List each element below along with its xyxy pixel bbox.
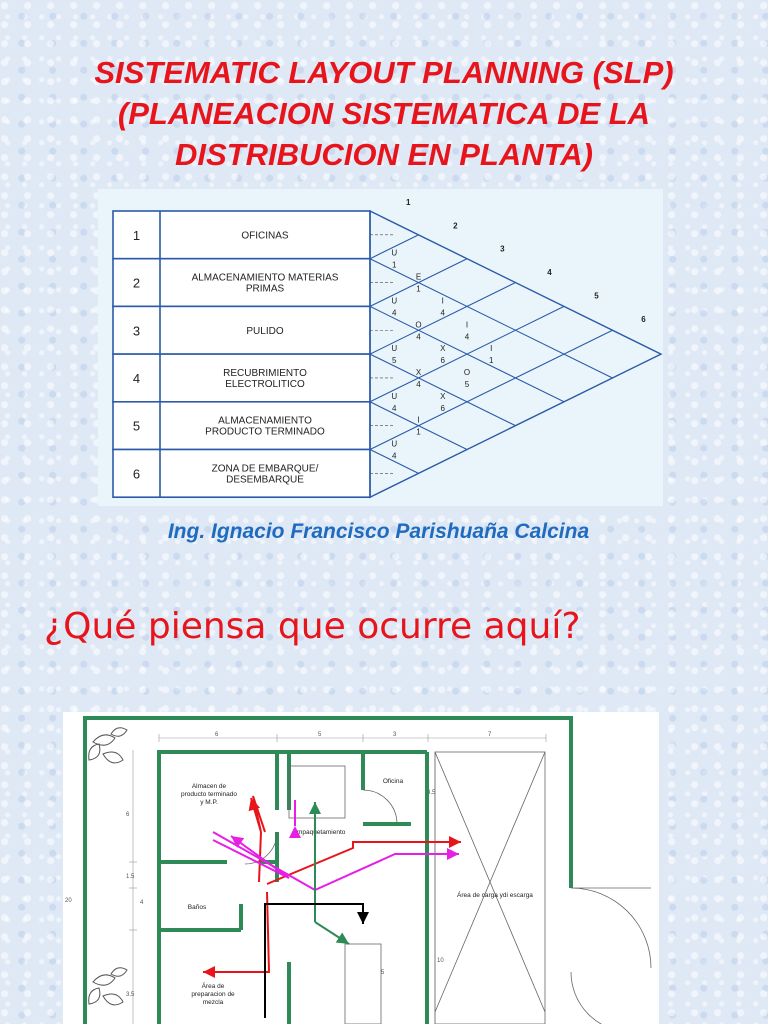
dim-left-2: 1.5 bbox=[126, 874, 135, 880]
title-line-3: DISTRIBUCION EN PLANTA) bbox=[175, 137, 593, 172]
room-carga: Área de carga ydi escarga bbox=[457, 892, 533, 899]
matrix-row-label: ALMACENAMIENTO MATERIAS bbox=[191, 272, 339, 284]
room-almacen-line-2: producto terminado bbox=[180, 791, 238, 798]
dim-left-3: 4 bbox=[140, 900, 144, 906]
matrix-row-number: 2 bbox=[132, 275, 141, 291]
relation-code: X bbox=[440, 391, 446, 401]
matrix-row-number: 4 bbox=[132, 370, 141, 386]
matrix-column-number: 4 bbox=[547, 268, 552, 278]
relation-reason: 5 bbox=[464, 379, 470, 389]
room-almacen-line-3: y M.P. bbox=[200, 799, 218, 806]
relation-code: O bbox=[415, 320, 422, 330]
relation-reason: 4 bbox=[416, 379, 421, 389]
flow-magenta-arrow bbox=[213, 832, 459, 890]
matrix-row-label: OFICINAS bbox=[241, 230, 289, 242]
dim-right-2: 10 bbox=[437, 958, 444, 964]
relation-code: I bbox=[417, 415, 420, 425]
room-oficina: Oficina bbox=[382, 778, 404, 785]
relation-reason: 1 bbox=[416, 284, 421, 294]
room-mezcla-line-1: Área de bbox=[201, 983, 225, 990]
relationship-matrix bbox=[98, 189, 663, 506]
relation-code: X bbox=[415, 367, 422, 377]
matrix-row-number: 6 bbox=[132, 466, 141, 482]
title-line-2: (PLANEACION SISTEMATICA DE LA bbox=[117, 96, 651, 131]
relation-reason: 1 bbox=[416, 427, 421, 437]
relation-reason: 4 bbox=[416, 332, 421, 342]
relation-reason: 4 bbox=[392, 451, 397, 461]
matrix-row-label: DESEMBARQUE bbox=[226, 474, 304, 486]
slide-title bbox=[0, 52, 768, 175]
dim-top-1: 6 bbox=[215, 732, 219, 738]
relationship-triangle bbox=[370, 211, 661, 497]
room-mezcla-line-3: mezcla bbox=[202, 999, 224, 1006]
author-name: Ing. Ignacio Francisco Parishuaña Calcina bbox=[167, 520, 590, 543]
floor-plan bbox=[63, 712, 659, 1024]
relation-reason: 5 bbox=[392, 356, 397, 366]
relation-code: I bbox=[441, 296, 444, 306]
matrix-column-number: 6 bbox=[641, 314, 646, 324]
floor-plan-drawing bbox=[63, 712, 659, 1024]
relation-reason: 1 bbox=[392, 260, 397, 270]
matrix-row-label: ALMACENAMIENTO bbox=[218, 415, 312, 427]
matrix-column-number: 3 bbox=[500, 244, 505, 254]
matrix-row-label: RECUBRIMIENTO bbox=[223, 367, 307, 379]
matrix-column-number: 2 bbox=[453, 221, 458, 231]
relation-reason: 4 bbox=[392, 403, 397, 413]
plant-icon bbox=[89, 968, 127, 1005]
relation-code: U bbox=[391, 439, 398, 449]
relation-code: U bbox=[391, 344, 398, 354]
relationship-matrix-drawing bbox=[98, 189, 663, 506]
matrix-row-label: ZONA DE EMBARQUE/ bbox=[211, 463, 319, 475]
relation-reason: 4 bbox=[440, 308, 445, 318]
flow-red-arrow bbox=[267, 842, 461, 884]
dim-left-4: 3.5 bbox=[126, 992, 135, 998]
room-banos: Baños bbox=[187, 904, 207, 911]
relation-code: X bbox=[440, 344, 446, 354]
relation-code: I bbox=[465, 320, 469, 330]
question-text: ¿Qué piensa que ocurre aquí? bbox=[44, 606, 581, 647]
room-almacen-line-1: Almacen de bbox=[191, 783, 227, 790]
room-mezcla-line-2: preparacion de bbox=[191, 991, 235, 998]
matrix-row-label: PRIMAS bbox=[245, 283, 285, 295]
relation-code: E bbox=[415, 272, 422, 282]
dim-right-1: 3.5 bbox=[427, 790, 436, 796]
room-empaquetamiento: Empaquetamiento bbox=[292, 829, 346, 836]
relation-reason: 4 bbox=[392, 308, 397, 318]
matrix-row-number: 3 bbox=[132, 323, 141, 339]
matrix-row-label: ELECTROLITICO bbox=[225, 378, 305, 390]
relation-reason: 1 bbox=[489, 356, 494, 366]
relation-reason: 6 bbox=[440, 356, 445, 366]
flow-red-arrow bbox=[251, 796, 265, 832]
thin-partitions bbox=[245, 752, 651, 1024]
matrix-row-label: PULIDO bbox=[246, 325, 284, 337]
relation-reason: 4 bbox=[464, 332, 470, 342]
dim-top-2: 5 bbox=[318, 732, 322, 738]
relation-code: O bbox=[463, 367, 471, 377]
matrix-row-number: 5 bbox=[132, 418, 141, 434]
relation-code: U bbox=[391, 296, 398, 306]
matrix-row bbox=[113, 306, 370, 354]
relation-code: U bbox=[391, 391, 398, 401]
dim-center: 5 bbox=[381, 970, 385, 976]
plant-icon bbox=[89, 728, 127, 763]
dim-left-1: 6 bbox=[126, 812, 130, 818]
flow-green-arrow bbox=[315, 922, 349, 944]
matrix-column-number: 5 bbox=[594, 291, 599, 301]
matrix-row-number: 1 bbox=[132, 227, 141, 243]
dim-top-4: 7 bbox=[488, 732, 492, 738]
dim-top-3: 3 bbox=[393, 732, 397, 738]
relation-code: U bbox=[391, 248, 398, 258]
title-line-1: SISTEMATIC LAYOUT PLANNING (SLP) bbox=[94, 55, 674, 90]
matrix-row-label: PRODUCTO TERMINADO bbox=[205, 426, 325, 438]
dim-side: 20 bbox=[65, 898, 72, 904]
matrix-column-number: 1 bbox=[406, 198, 411, 207]
relation-code: I bbox=[490, 344, 493, 354]
relation-reason: 6 bbox=[440, 403, 445, 413]
